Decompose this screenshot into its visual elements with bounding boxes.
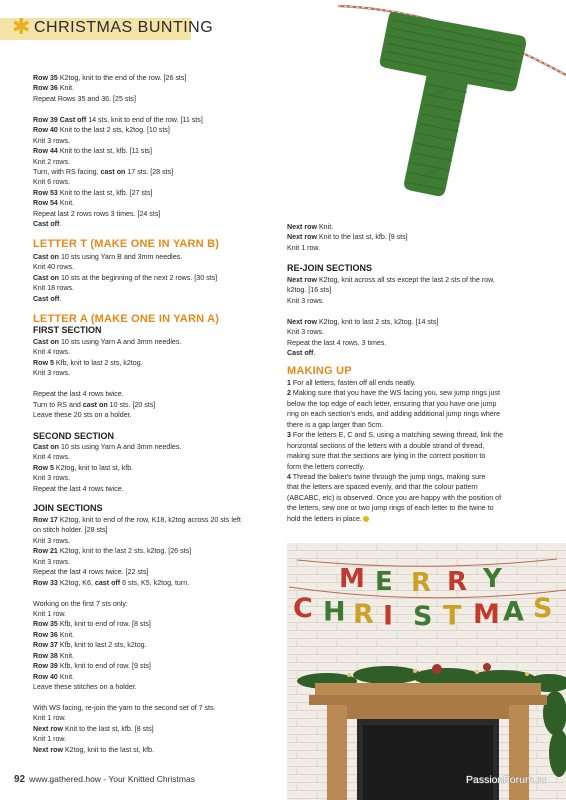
bunting-letter: I bbox=[383, 600, 394, 632]
page-footer bbox=[14, 774, 195, 785]
pattern-line: Row 53 Knit to the last st, kfb. [27 sts] bbox=[33, 188, 153, 197]
asterisk-icon: ✱ bbox=[12, 15, 31, 40]
footer-text: www.gathered.how - Your Knitted Christmas bbox=[29, 774, 195, 784]
pattern-line: Repeat Rows 35 and 36. [25 sts] bbox=[33, 94, 136, 103]
pattern-line: Repeat the last 4 rows twice. bbox=[33, 484, 124, 493]
bunting-letter: C bbox=[293, 593, 313, 624]
heading-first-section: FIRST SECTION bbox=[33, 325, 102, 335]
pattern-line: Row 39 Kfb, knit to end of row. [9 sts] bbox=[33, 662, 151, 671]
pattern-line: Repeat the last 4 rows twice. bbox=[33, 390, 124, 399]
pattern-line: Row 40 Knit. bbox=[33, 672, 75, 681]
pattern-line: Next row K2tog, knit to the last st, kfb. bbox=[33, 745, 155, 754]
bunting-letter: R bbox=[353, 599, 374, 630]
pattern-line: With WS facing, re-join the yarn to the second set of 7 sts. bbox=[33, 703, 216, 712]
bunting-letter: S bbox=[413, 601, 433, 632]
pattern-line: Knit 1 row. bbox=[33, 609, 67, 618]
pattern-line: Row 37 Kfb, knit to last 2 sts, k2tog. bbox=[33, 641, 147, 650]
pattern-line: Cast on 10 sts using Yarn B and 3mm needles. bbox=[33, 253, 183, 261]
pattern-line: 4 Thread the baker's twine through the jump rings, making sure bbox=[287, 472, 486, 481]
pattern-line: Knit 2 rows. bbox=[33, 157, 71, 166]
heading-making-up: MAKING UP bbox=[287, 365, 352, 377]
pattern-line: Next row K2tog, knit to last 2 sts, k2tog. [14 sts] bbox=[287, 317, 439, 326]
pattern-line: Knit 4 rows. bbox=[33, 348, 71, 357]
pattern-line bbox=[33, 104, 203, 114]
pattern-line bbox=[287, 306, 495, 316]
pattern-line: Knit 3 rows. bbox=[287, 328, 325, 337]
pattern-line: there is a gap larger than 5cm. bbox=[287, 420, 384, 429]
bunting-letter: E bbox=[375, 567, 393, 597]
pattern-line: Knit 1 row. bbox=[287, 243, 321, 252]
pattern-line: Next row Knit. bbox=[287, 223, 334, 231]
making-up-instructions bbox=[287, 378, 503, 524]
pattern-line: Next row K2tog, knit across all sts except the last 2 sts of the row, bbox=[287, 276, 495, 284]
pattern-block-letter-r-end bbox=[33, 73, 203, 230]
pattern-line: Repeat the last 4 rows twice. [22 sts] bbox=[33, 568, 149, 577]
pattern-line: Knit 40 rows. bbox=[33, 263, 75, 272]
pattern-line: Row 17 K2tog, knit to end of the row, K18, k2tog across 20 sts left bbox=[33, 516, 241, 524]
bunting-letter: R bbox=[411, 568, 432, 598]
watermark: PassionForum.ru bbox=[466, 774, 546, 786]
pattern-line: Knit 3 rows. bbox=[33, 136, 71, 145]
pattern-block-letter-a-end bbox=[287, 222, 408, 253]
pattern-line: k2tog. [16 sts] bbox=[287, 286, 332, 295]
bunting-letter: T bbox=[443, 600, 462, 632]
pattern-line: Row 38 Knit. bbox=[33, 651, 75, 660]
page-number: 92 bbox=[14, 774, 26, 785]
pattern-line bbox=[33, 379, 181, 389]
pattern-line bbox=[33, 692, 241, 702]
pattern-line: Knit 1 row. bbox=[33, 735, 67, 744]
pattern-block-rejoin-sections bbox=[287, 275, 495, 359]
pattern-line: 3 For the letters E, C and S, using a matching sewing thread, link the bbox=[287, 431, 504, 440]
pattern-line: 2 Making sure that you have the WS facing you, sew jump rings just bbox=[287, 389, 500, 398]
pattern-line: Cast off. bbox=[287, 349, 316, 358]
pattern-line: Cast off. bbox=[33, 220, 62, 229]
pattern-line: form the letters correctly. bbox=[287, 462, 365, 471]
pattern-line: Repeat the last 4 rows, 3 times. bbox=[287, 338, 387, 347]
pattern-line: Row 5 K2tog, knit to last st, kfb. bbox=[33, 463, 134, 472]
pattern-line: Row 35 K2tog, knit to the end of the row. [26 sts] bbox=[33, 74, 187, 82]
pattern-line: 1 For all letters, fasten off all ends neatly. bbox=[287, 379, 416, 387]
pattern-line: Cast on 10 sts using Yarn A and 3mm needles. bbox=[33, 338, 182, 346]
pattern-line: Leave these 20 sts on a holder. bbox=[33, 411, 132, 420]
bunting-photo bbox=[287, 543, 566, 800]
pattern-block-first-section bbox=[33, 337, 181, 421]
pattern-line: Knit 4 rows. bbox=[33, 453, 71, 462]
pattern-line: Knit 6 rows. bbox=[33, 178, 71, 187]
pattern-line: Next row Knit to the last st, kfb. [9 sts] bbox=[287, 233, 408, 242]
heading-rejoin-sections: RE-JOIN SECTIONS bbox=[287, 263, 373, 273]
pattern-line: Row 36 Knit. bbox=[33, 84, 75, 93]
pattern-line: Turn to RS and cast on 10 sts. [20 sts] bbox=[33, 400, 156, 409]
pattern-block-letter-t bbox=[33, 252, 217, 304]
pattern-line: Knit 3 rows. bbox=[33, 536, 71, 545]
pattern-line: that the letters are spaced evenly, and that the colour pattern bbox=[287, 483, 478, 492]
pattern-line: Knit 3 rows. bbox=[33, 474, 71, 483]
bunting-letter: R bbox=[447, 567, 468, 597]
knitted-letter-t-image bbox=[338, 0, 566, 215]
pattern-line: Row 35 Kfb, knit to end of row. [8 sts] bbox=[33, 620, 151, 629]
page-title: CHRISTMAS BUNTING bbox=[34, 19, 214, 36]
heading-join-sections: JOIN SECTIONS bbox=[33, 503, 103, 513]
pattern-line: Working on the first 7 sts only: bbox=[33, 599, 128, 608]
pattern-line: making sure that the sections are lying in the correct position to bbox=[287, 452, 486, 461]
pattern-line: hold the letters in place. bbox=[287, 514, 503, 524]
pattern-line: (ABCABC, etc) is observed. Once you are happy with the position of bbox=[287, 493, 502, 502]
pattern-line: Repeat last 2 rows rows 3 times. [24 sts] bbox=[33, 209, 161, 218]
pattern-line: Row 36 Knit. bbox=[33, 630, 75, 639]
pattern-line: Knit 3 rows. bbox=[287, 296, 325, 305]
pattern-line: the letters, sew one or two jump rings of each letter to the twine to bbox=[287, 504, 494, 513]
pattern-line: Knit 3 rows. bbox=[33, 557, 71, 566]
pattern-line: Row 44 Knit to the last st, kfb. [11 sts] bbox=[33, 147, 152, 156]
bunting-letter: M bbox=[339, 564, 365, 594]
bunting-letter: M bbox=[473, 599, 500, 630]
pattern-line: Row 39 Cast off 14 sts, knit to end of the row. [11 sts] bbox=[33, 115, 203, 124]
pattern-line: Row 33 K2tog, K6, cast off 6 sts, K5, k2tog, turn. bbox=[33, 578, 190, 587]
pattern-line: Row 21 K2tog, knit to the last 2 sts, k2tog. [26 sts] bbox=[33, 547, 192, 556]
pattern-line: Cast on 10 sts using Yarn A and 3mm needles. bbox=[33, 443, 182, 451]
pattern-line: ring on each section's ends, and adding additional jump rings where bbox=[287, 410, 501, 419]
heading-letter-t: LETTER T (MAKE ONE IN YARN B) bbox=[33, 238, 220, 250]
pattern-line: horizontal sections of the letters with a double strand of thread, bbox=[287, 441, 485, 450]
heading-letter-a: LETTER A (MAKE ONE IN YARN A) bbox=[33, 313, 220, 325]
pattern-block-join-sections bbox=[33, 515, 241, 755]
pattern-line: Knit 3 rows. bbox=[33, 369, 71, 378]
pattern-line: on stitch holder. [28 sts] bbox=[33, 526, 108, 535]
pattern-line: Row 5 Kfb, knit to last 2 sts, k2tog. bbox=[33, 358, 143, 367]
pattern-line: Cast off. bbox=[33, 294, 62, 303]
pattern-line: below the top edge of each letter, ensuring that you have one jump bbox=[287, 399, 497, 408]
bunting-letter: H bbox=[323, 596, 346, 628]
pattern-line: Turn, with RS facing, cast on 17 sts. [28 sts] bbox=[33, 167, 174, 176]
bunting-letter: A bbox=[503, 596, 524, 628]
pattern-line: Row 40 Knit to the last 2 sts, k2tog. [10 sts] bbox=[33, 126, 170, 135]
pattern-line: Cast on 10 sts at the beginning of the next 2 rows. [30 sts] bbox=[33, 273, 218, 282]
bunting-letter: S bbox=[533, 593, 553, 624]
pattern-line: Knit 1 row. bbox=[33, 714, 67, 723]
heading-second-section: SECOND SECTION bbox=[33, 431, 115, 441]
pattern-line: Leave these stitches on a holder. bbox=[33, 683, 137, 691]
pattern-line: Next row Knit to the last st, kfb. [8 sts] bbox=[33, 724, 154, 733]
pattern-line bbox=[33, 588, 241, 598]
pattern-line: Row 54 Knit. bbox=[33, 199, 75, 208]
bunting-letter: Y bbox=[483, 564, 502, 594]
end-of-article-icon bbox=[363, 516, 369, 522]
pattern-block-second-section bbox=[33, 442, 181, 494]
pattern-line: Knit 18 rows. bbox=[33, 284, 75, 293]
